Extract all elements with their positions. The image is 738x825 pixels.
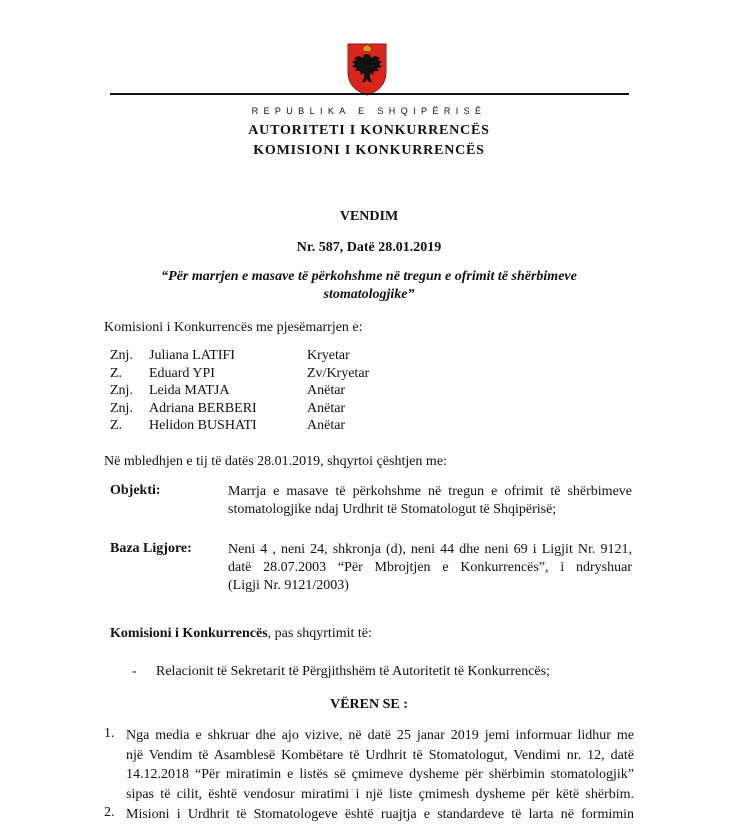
point-number: 1. — [104, 726, 115, 741]
komisioni-rest: , pas shqyrtimit të: — [267, 626, 372, 641]
point-line: Misioni i Urdhrit të Stomatologeve është ruajtja e standardeve të larta në formimin — [126, 807, 634, 822]
member-title: Z. — [110, 366, 123, 381]
point-paragraph — [126, 805, 634, 825]
meeting-text: Në mbledhjen e tij të datës 28.01.2019, shqyrtoi çështjen me: — [104, 454, 447, 469]
baza-line: datë 28.07.2003 “Për Mbrojtjen e Konkurrencës”, i ndryshuar — [228, 560, 632, 575]
republic-heading: REPUBLIKA E SHQIPËRISË — [251, 106, 487, 116]
member-name: Eduard YPI — [149, 366, 215, 381]
baza-line: (Ligji Nr. 9121/2003) — [228, 578, 349, 593]
decision-number: Nr. 587, Datë 28.01.2019 — [296, 240, 442, 255]
komisioni-text — [110, 626, 372, 642]
member-name: Helidon BUSHATI — [149, 418, 257, 433]
member-title: Z. — [110, 418, 123, 433]
member-name: Adriana BERBERI — [149, 401, 257, 416]
relacion-text: Relacionit të Sekretarit të Përgjithshëm të Autoritetit të Konkurrencës; — [156, 664, 550, 679]
point-paragraph — [126, 726, 634, 804]
objekti-line: Marrja e masave të përkohshme në tregun e ofrimit të shërbimeve — [228, 484, 632, 499]
baza-ligjore-label: Baza Ligjore: — [110, 541, 192, 556]
point-line: Nga media e shkruar dhe ajo vizive, në datë 25 janar 2019 jemi informuar lidhur me — [126, 728, 634, 743]
header-divider — [110, 93, 629, 95]
member-name: Juliana LATIFI — [149, 348, 235, 363]
point-number: 2. — [104, 805, 115, 820]
member-role: Anëtar — [307, 418, 346, 433]
point-line: një Vendim të Asamblesë Kombëtare të Urdhrit të Stomatologut, Vendimi nr. 12, datë — [126, 747, 634, 763]
decision-subject-line: stomatologjike” — [323, 287, 415, 302]
member-title: Znj. — [110, 401, 133, 416]
member-role: Anëtar — [307, 401, 346, 416]
point-line: 14.12.2018 “Për miratimin e listës së çmimeve dysheme për shërbimin stomatologjik” — [126, 767, 634, 782]
list-bullet: - — [132, 664, 137, 679]
member-role: Anëtar — [307, 383, 346, 398]
member-role: Zv/Kryetar — [307, 366, 370, 381]
member-title: Znj. — [110, 383, 133, 398]
intro-text: Komisioni i Konkurrencës me pjesëmarrjen e: — [104, 320, 363, 335]
member-title: Znj. — [110, 348, 133, 363]
point-line: sipas të cilit, është vendosur miratimi i një liste çmimesh dysheme për këtë shërbim. — [126, 786, 634, 802]
veren-se-heading: VËREN SE : — [330, 697, 408, 712]
objekti-label: Objekti: — [110, 483, 161, 498]
member-role: Kryetar — [307, 348, 350, 363]
authority-heading: AUTORITETI I KONKURRENCËS — [248, 123, 490, 138]
member-name: Leida MATJA — [149, 383, 230, 398]
komisioni-bold: Komisioni i Konkurrencës — [110, 626, 268, 641]
decision-subject-line: “Për marrjen e masave të përkohshme në tregun e ofrimit të shërbimeve — [161, 269, 577, 284]
objekti-text — [228, 483, 632, 519]
baza-ligjore-text — [228, 541, 632, 595]
objekti-line: stomatologjike ndaj Urdhrit të Stomatologut të Shqipërisë; — [228, 502, 557, 517]
albania-coat-of-arms-icon — [346, 42, 388, 96]
baza-line: Neni 4 , neni 24, shkronja (d), neni 44 dhe neni 69 i Ligjit Nr. 9121, — [228, 542, 632, 557]
decision-title: VENDIM — [339, 209, 399, 224]
commission-heading: KOMISIONI I KONKURRENCËS — [253, 143, 485, 158]
